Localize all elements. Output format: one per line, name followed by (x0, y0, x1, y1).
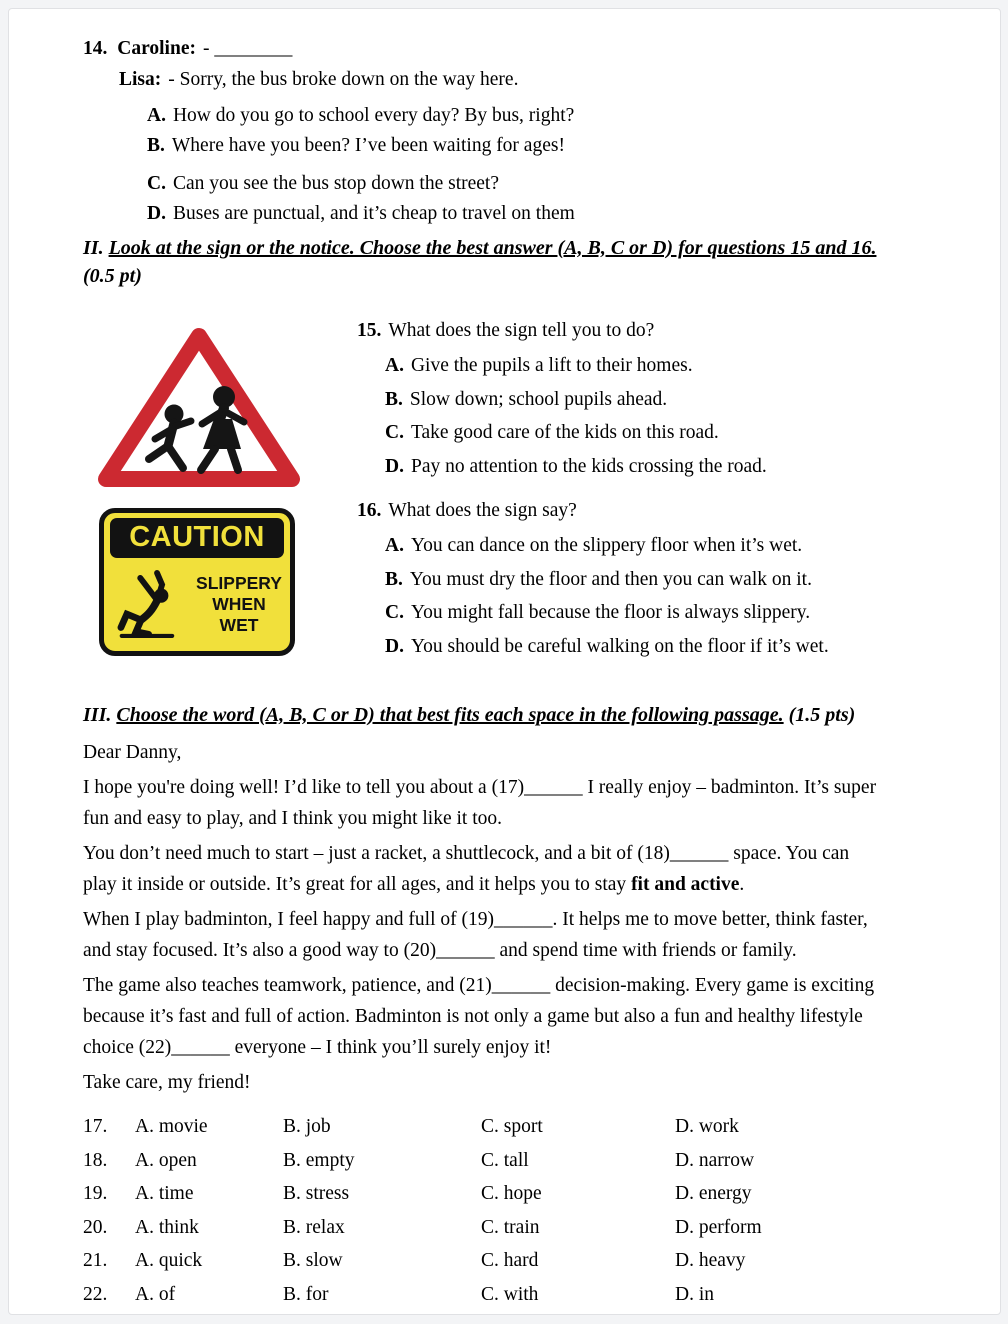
section-ii-points: (0.5 pt) (83, 265, 142, 287)
line-segment-bold: fit and active (631, 874, 740, 895)
choice-a: A. open (135, 1149, 197, 1171)
slippery-when-wet-sign (83, 496, 355, 663)
speaker-lisa: Lisa: (119, 69, 162, 90)
choice-b: B. for (283, 1283, 329, 1305)
choice-d: D. heavy (675, 1250, 746, 1271)
option-b-text: Where have you been? I’ve been waiting for ages! (171, 134, 565, 156)
question-15-prompt (357, 316, 940, 346)
option-a-label: A. (385, 355, 404, 376)
row-number: 19. (83, 1183, 108, 1204)
choice-b: B. relax (283, 1216, 345, 1238)
choice-c: C. sport (481, 1116, 543, 1137)
question-15-options (385, 349, 940, 483)
choice-c: C. hope (481, 1183, 542, 1204)
option-d-text: Pay no attention to the kids crossing the road. (410, 455, 767, 477)
option-d (385, 450, 940, 484)
caution-line-1: SLIPPERY (196, 572, 282, 593)
letter-paragraph-3 (83, 904, 940, 966)
option-a-label: A. (385, 535, 404, 556)
choice-b: B. empty (283, 1149, 355, 1171)
choice-c: C. hard (481, 1250, 539, 1271)
caution-sign-wrap (99, 508, 355, 656)
choice-b: B. job (283, 1116, 331, 1137)
section-iii-numeral: III. (83, 704, 112, 726)
option-c (385, 596, 940, 630)
option-c-label: C. (385, 422, 404, 443)
choice-d: D. work (675, 1116, 739, 1137)
question-16-number: 16. (357, 500, 382, 521)
paragraph-line: choice (22)______ everyone – I think you’ll surely enjoy it! (83, 1037, 552, 1058)
lisa-line: - Sorry, the bus broke down on the way here. (168, 69, 519, 90)
choice-d: D. in (675, 1283, 714, 1305)
row-number: 17. (83, 1116, 108, 1137)
paragraph-line: because it’s fast and full of action. Badminton is not only a game but also a fun and healthy lifestyle (83, 1006, 863, 1027)
option-a-text: Give the pupils a lift to their homes. (410, 355, 693, 376)
speaker-caroline: Caroline: (117, 38, 196, 59)
school-crossing-sign (83, 316, 355, 496)
caution-banner: CAUTION (110, 518, 284, 558)
choice-row-21 (83, 1244, 940, 1278)
option-d-label: D. (385, 455, 404, 477)
choice-a: A. time (135, 1183, 194, 1204)
option-d-label: D. (147, 202, 166, 224)
choice-row-22 (83, 1278, 940, 1312)
word-choices-grid (83, 1110, 940, 1311)
question-16-prompt (357, 496, 940, 526)
line-segment: . (739, 874, 745, 895)
option-b-text: Slow down; school pupils ahead. (409, 388, 668, 410)
row-number: 21. (83, 1250, 108, 1271)
caution-body (110, 560, 284, 648)
row-number: 22. (83, 1283, 108, 1305)
option-d-text: You should be careful walking on the floor if it’s wet. (410, 635, 829, 657)
choice-c: C. with (481, 1283, 539, 1305)
choice-d: D. perform (675, 1216, 762, 1238)
choice-a: A. movie (135, 1116, 208, 1137)
paragraph-line: The game also teaches teamwork, patience, and (21)______ decision-making. Every game is exciting (83, 975, 875, 996)
option-a (385, 529, 940, 563)
question-15 (355, 316, 940, 496)
option-a-text: How do you go to school every day? By bus, right? (172, 105, 575, 126)
option-a (385, 349, 940, 383)
option-a-label: A. (147, 105, 166, 126)
option-a (147, 101, 940, 131)
choice-row-18 (83, 1144, 940, 1178)
paragraph-line: You don’t need much to start – just a racket, a shuttlecock, and a bit of (18)______ space. You can (83, 843, 850, 864)
choice-c: C. train (481, 1216, 540, 1238)
option-b (147, 131, 940, 161)
section-ii-heading (83, 234, 940, 290)
question-14 (83, 35, 940, 228)
option-c (385, 416, 940, 450)
option-d-label: D. (385, 635, 404, 657)
letter-paragraph-4 (83, 970, 940, 1063)
caroline-blank: - ________ (202, 38, 293, 59)
question-16 (355, 496, 940, 663)
option-c (147, 169, 940, 199)
letter-greeting: Dear Danny, (83, 742, 182, 763)
option-d-text: Buses are punctual, and it’s cheap to travel on them (172, 202, 575, 224)
option-c-label: C. (385, 602, 404, 623)
caution-sign (99, 508, 295, 656)
row-number: 20. (83, 1216, 108, 1238)
cloze-passage (83, 737, 940, 1098)
paragraph-line: When I play badminton, I feel happy and full of (19)______. It helps me to move better, think faster, (83, 909, 868, 930)
section-ii-numeral: II. (83, 237, 104, 259)
option-d (147, 199, 940, 229)
option-c-text: You might fall because the floor is always slippery. (410, 602, 811, 623)
section-iii-points: (1.5 pts) (788, 704, 856, 726)
paragraph-line: I hope you're doing well! I’d like to tell you about a (17)______ I really enjoy – badminton. It’s super (83, 777, 877, 798)
choice-d: D. energy (675, 1183, 752, 1204)
caution-text (194, 573, 284, 636)
option-b-label: B. (385, 568, 403, 590)
paragraph-line: and stay focused. It’s also a good way to (20)______ and spend time with friends or family. (83, 940, 797, 961)
option-b-label: B. (385, 388, 403, 410)
option-a-text: You can dance on the slippery floor when it’s wet. (410, 535, 803, 556)
choice-a: A. quick (135, 1250, 203, 1271)
option-b-label: B. (147, 134, 165, 156)
section-ii-title: Look at the sign or the notice. Choose the best answer (A, B, C or D) for questions 15 and 16. (108, 237, 877, 259)
question-14-number: 14. (83, 38, 108, 59)
question-16-options (385, 529, 940, 663)
test-paper-page (8, 8, 1001, 1315)
falling-person-icon (110, 560, 194, 648)
choice-b: B. slow (283, 1250, 343, 1271)
option-b (385, 563, 940, 597)
choice-c: C. tall (481, 1149, 529, 1171)
choice-a: A. think (135, 1216, 199, 1238)
letter-paragraph-2 (83, 838, 940, 900)
line-segment: play it inside or outside. It’s great for all ages, and it helps you to stay (83, 874, 632, 895)
choice-d: D. narrow (675, 1149, 755, 1171)
choice-b: B. stress (283, 1183, 350, 1204)
children-crossing-icon (87, 318, 311, 496)
question-15-number: 15. (357, 320, 382, 341)
choice-a: A. of (135, 1283, 176, 1305)
letter-paragraph-1 (83, 772, 940, 834)
section-iii-heading (83, 701, 940, 729)
row-number: 18. (83, 1149, 108, 1171)
caution-line-2: WHEN (212, 593, 266, 614)
question-15-text: What does the sign tell you to do? (388, 320, 655, 341)
option-c-text: Take good care of the kids on this road. (410, 422, 719, 443)
question-14-reply (119, 66, 940, 94)
option-c-text: Can you see the bus stop down the street? (172, 173, 499, 194)
choice-row-17 (83, 1110, 940, 1144)
question-14-prompt (83, 35, 940, 63)
option-b-text: You must dry the floor and then you can walk on it. (409, 568, 812, 590)
choice-row-19 (83, 1177, 940, 1211)
choice-row-20 (83, 1211, 940, 1245)
paragraph-line: fun and easy to play, and I think you might like it too. (83, 808, 503, 829)
section-iii-title: Choose the word (A, B, C or D) that best fits each space in the following passage. (116, 704, 784, 726)
option-d (385, 630, 940, 664)
question-14-options (147, 101, 940, 228)
signs-and-questions (83, 316, 940, 663)
letter-closing: Take care, my friend! (83, 1072, 251, 1093)
question-16-text: What does the sign say? (388, 500, 577, 521)
paragraph-line (83, 869, 940, 900)
caution-line-3: WET (219, 614, 259, 635)
option-c-label: C. (147, 173, 166, 194)
option-b (385, 383, 940, 417)
